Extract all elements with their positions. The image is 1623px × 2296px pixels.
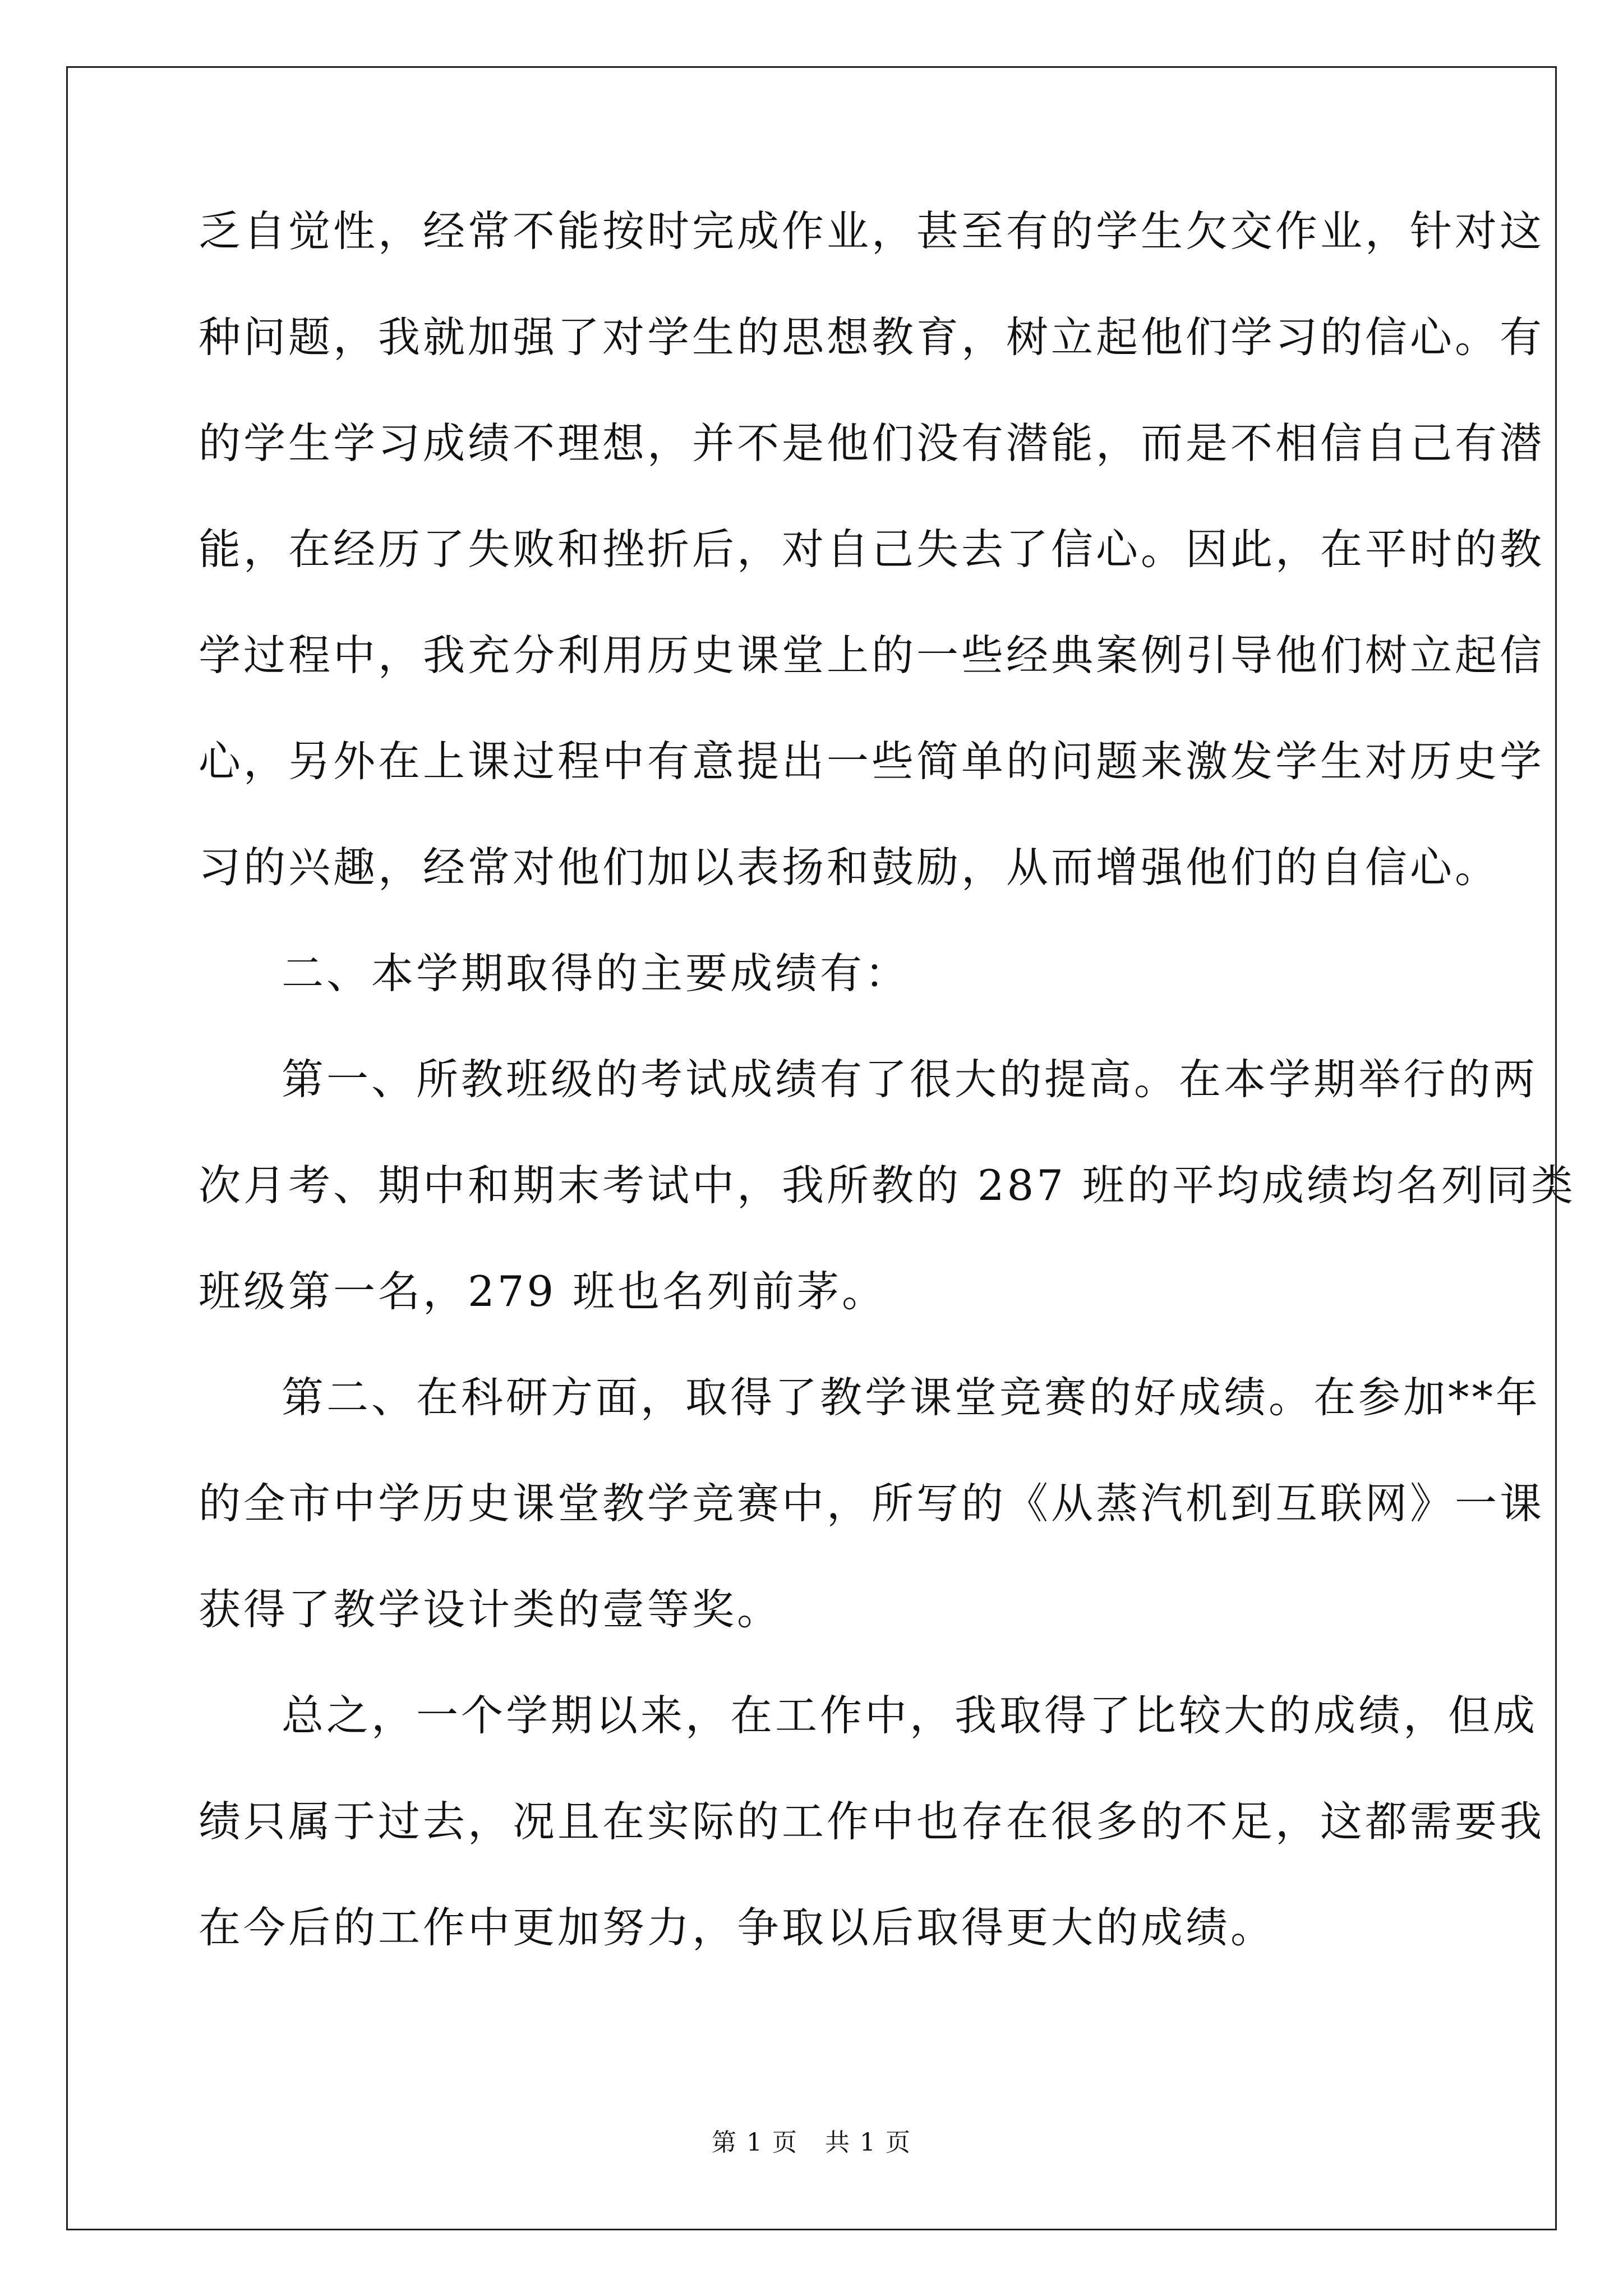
text-line: 乏自觉性，经常不能按时完成作业，甚至有的学生欠交作业，针对这 (199, 206, 1545, 256)
text-line: 获得了教学设计类的壹等奖。 (199, 1585, 782, 1634)
text-line: 绩只属于过去，况且在实际的工作中也存在很多的不足，这都需要我 (199, 1797, 1545, 1846)
text-line: 第二、在科研方面，取得了教学课堂竞赛的好成绩。在参加**年 (282, 1373, 1541, 1422)
text-line: 次月考、期中和期末考试中，我所教的 287 班的平均成绩均名列同类 (199, 1161, 1576, 1210)
text-line: 第一、所教班级的考试成绩有了很大的提高。在本学期举行的两 (282, 1055, 1538, 1104)
text-line: 学过程中，我充分利用历史课堂上的一些经典案例引导他们树立起信 (199, 631, 1545, 680)
text-line: 二、本学期取得的主要成绩有： (282, 949, 910, 998)
text-line: 在今后的工作中更加努力，争取以后取得更大的成绩。 (199, 1903, 1276, 1952)
page-footer: 第 1 页 共 1 页 (712, 2128, 911, 2157)
text-line: 总之，一个学期以来，在工作中，我取得了比较大的成绩，但成 (282, 1691, 1538, 1740)
text-line: 能，在经历了失败和挫折后，对自己失去了信心。因此，在平时的教 (199, 524, 1545, 574)
document-body (199, 203, 1576, 2005)
text-line: 习的兴趣，经常对他们加以表扬和鼓励，从而增强他们的自信心。 (199, 843, 1500, 892)
text-line: 的学生学习成绩不理想，并不是他们没有潜能，而是不相信自己有潜 (199, 418, 1545, 468)
text-line: 种问题，我就加强了对学生的思想教育，树立起他们学习的信心。有 (199, 312, 1545, 362)
text-line: 班级第一名，279 班也名列前茅。 (199, 1267, 887, 1316)
text-line: 心，另外在上课过程中有意提出一些简单的问题来激发学生对历史学 (199, 737, 1545, 786)
text-line: 的全市中学历史课堂教学竞赛中，所写的《从蒸汽机到互联网》一课 (199, 1479, 1545, 1528)
